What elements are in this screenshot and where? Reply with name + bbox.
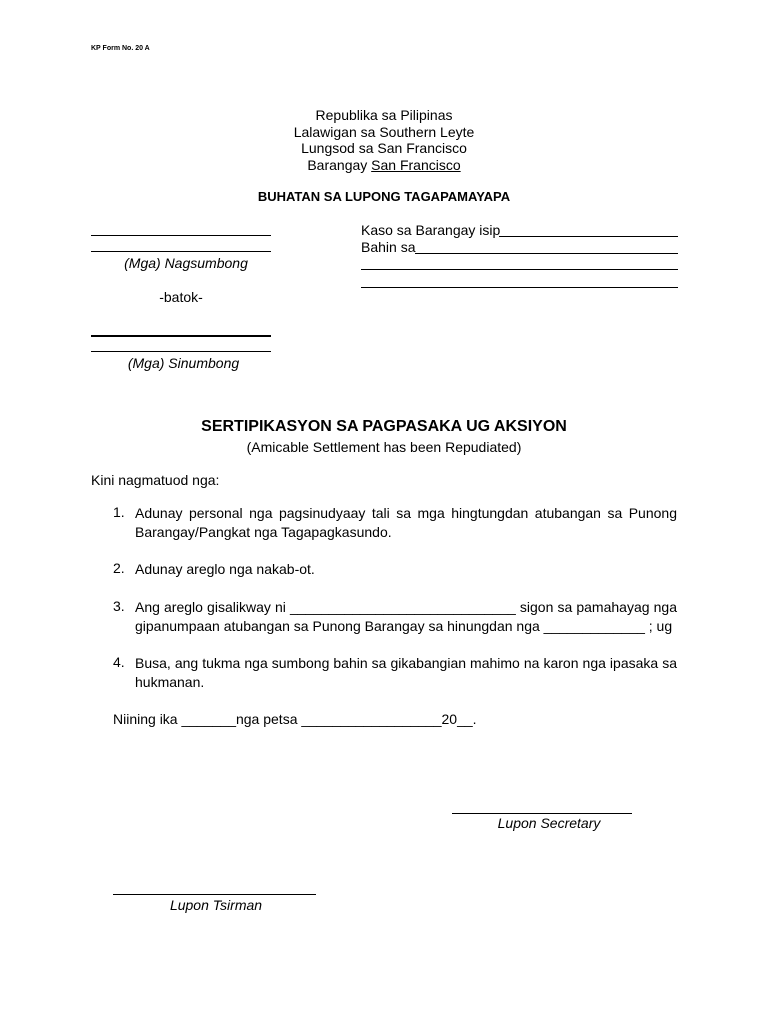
header-province: Lalawigan sa Southern Leyte xyxy=(293,123,475,140)
complainant-line-2 xyxy=(91,251,271,252)
respondent-line-1 xyxy=(91,335,271,337)
item-text-2: Adunay areglo nga nakab-ot. xyxy=(135,561,315,577)
case-number-line xyxy=(499,236,678,237)
header-country: Republika sa Pilipinas xyxy=(315,107,453,123)
case-number-label: Kaso sa Barangay isip xyxy=(361,222,501,238)
item-text-3: Ang areglo gisalikway ni _____________________________ sigon sa pamahayag nga gipanumpaan atubangan sa Punong Barangay sa hinungdan nga _____________ ; ug xyxy=(135,599,677,634)
respondent-line-2 xyxy=(91,351,271,352)
header-municipality: Lungsod sa San Francisco xyxy=(301,140,467,156)
case-for-line-2 xyxy=(361,269,678,270)
item-number-2: 2. xyxy=(113,560,125,576)
document-header xyxy=(0,107,768,173)
complainant-line-1 xyxy=(91,235,271,236)
certificate-subtitle: (Amicable Settlement has been Repudiated) xyxy=(246,439,522,455)
date-line: Niining ika _______nga petsa __________________20__. xyxy=(113,711,477,727)
secretary-signature-line xyxy=(452,813,632,814)
case-for-line-3 xyxy=(361,287,678,288)
chairman-caption: Lupon Tsirman xyxy=(169,897,263,913)
respondent-caption: (Mga) Sinumbong xyxy=(127,355,240,371)
item-number-3: 3. xyxy=(113,598,125,614)
form-number: KP Form No. 20 A xyxy=(91,45,150,52)
case-for-label: Bahin sa xyxy=(361,239,416,255)
barangay-name: San Francisco xyxy=(371,156,461,173)
case-for-line xyxy=(415,253,678,254)
barangay-prefix: Barangay xyxy=(307,156,372,173)
certificate-title: SERTIPIKASYON SA PAGPASAKA UG AKSIYON xyxy=(201,418,567,435)
versus-label: -batok- xyxy=(159,289,203,305)
secretary-caption: Lupon Secretary xyxy=(497,815,601,831)
item-text-1: Adunay personal nga pagsinudyaay tali sa mga hingtungdan atubangan sa Punong Barangay/Pangkat nga Tagapagkasundo. xyxy=(135,505,677,540)
chairman-signature-line xyxy=(113,894,316,895)
header-barangay xyxy=(0,157,768,174)
intro-text: Kini nagmatuod nga: xyxy=(91,472,220,488)
item-text-4: Busa, ang tukma nga sumbong bahin sa gikabangian mahimo na karon nga ipasaka sa hukmanan. xyxy=(135,655,677,690)
item-number-4: 4. xyxy=(113,654,125,670)
complainant-caption: (Mga) Nagsumbong xyxy=(124,255,248,271)
office-title: BUHATAN SA LUPONG TAGAPAMAYAPA xyxy=(257,189,511,204)
item-number-1: 1. xyxy=(113,504,125,520)
